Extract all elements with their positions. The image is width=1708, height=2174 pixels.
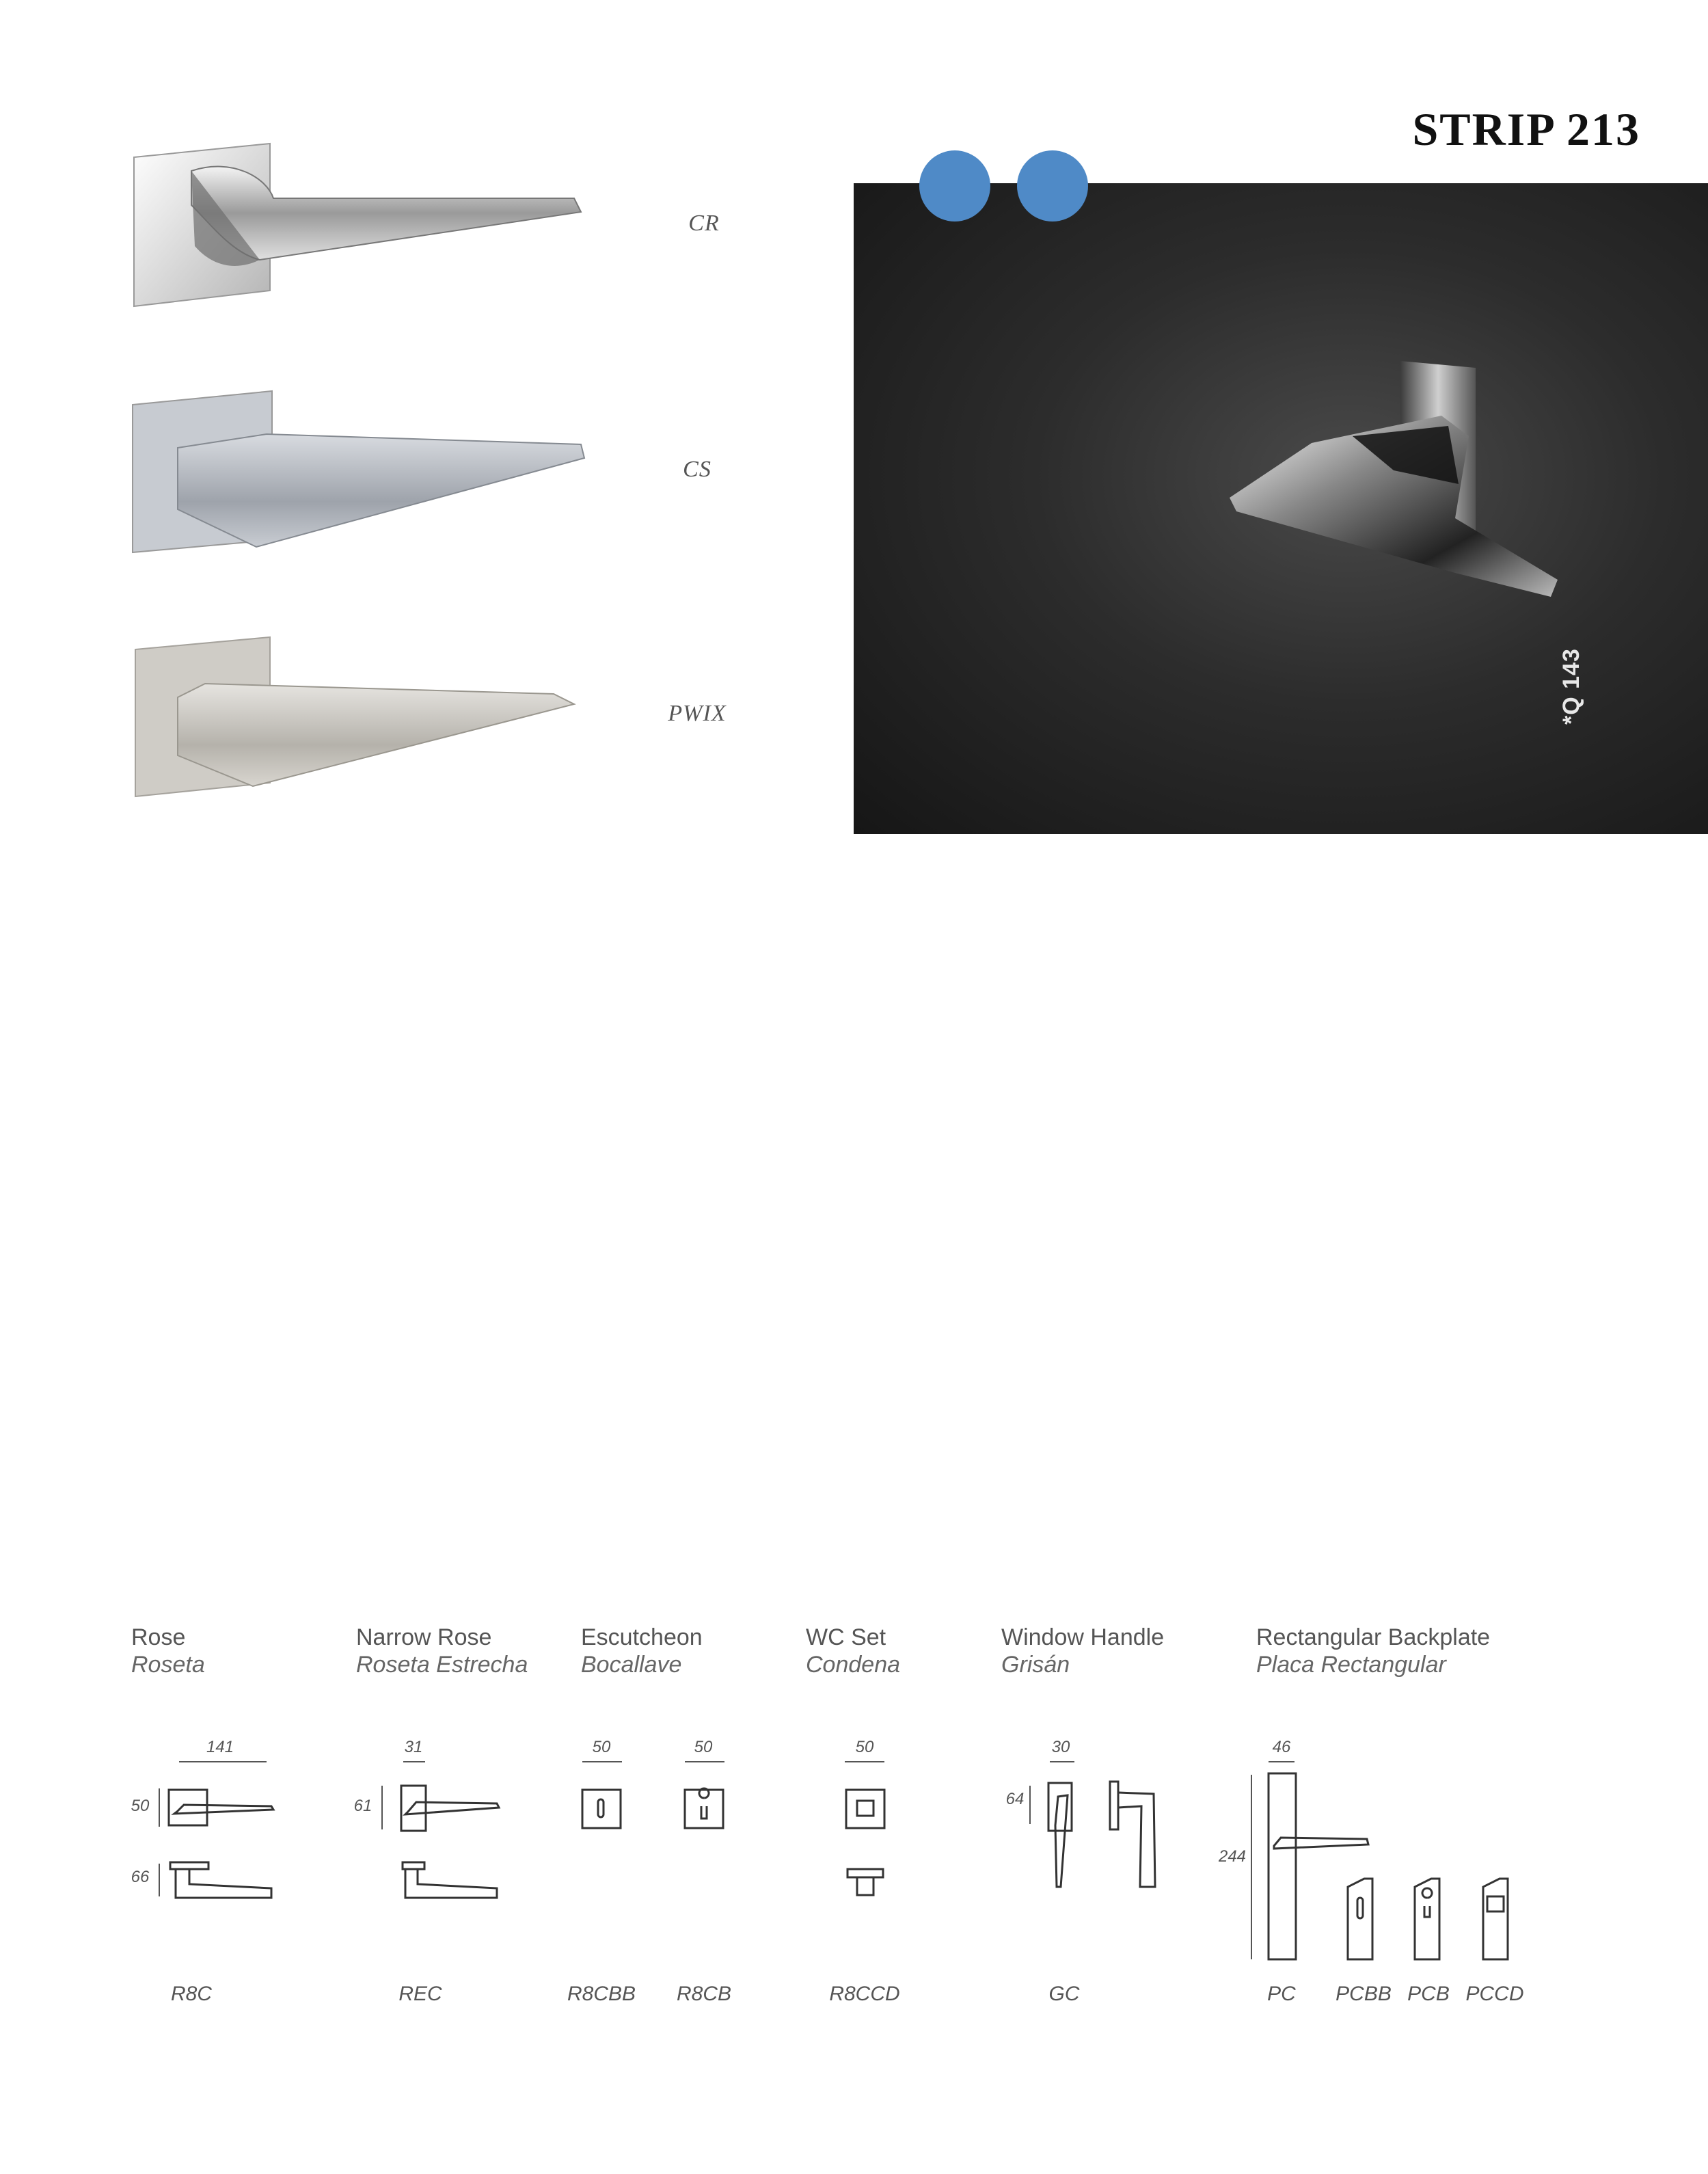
code-r8cbb: R8CBB bbox=[567, 1983, 636, 2005]
color-dot-2 bbox=[1017, 150, 1088, 222]
label-roseta-estrecha: Roseta Estrecha bbox=[356, 1652, 528, 1678]
code-r8c: R8C bbox=[170, 1983, 212, 2005]
window-handle-drawing bbox=[1046, 1777, 1162, 1894]
dim-rose-height-a: 50 bbox=[131, 1797, 150, 1815]
finish-code-cs: CS bbox=[683, 457, 711, 482]
dim-plate-height: 244 bbox=[1218, 1847, 1247, 1866]
dim-escutcheon-b: 50 bbox=[694, 1738, 713, 1756]
dim-narrow-width: 31 bbox=[404, 1738, 423, 1756]
finish-code-pwix: PWIX bbox=[668, 701, 727, 726]
label-placa-rectangular: Placa Rectangular bbox=[1256, 1652, 1446, 1678]
escutcheon-euro-drawing bbox=[683, 1788, 726, 1831]
escutcheon-key-drawing bbox=[581, 1788, 623, 1831]
handle-satin-chrome-image bbox=[130, 383, 588, 561]
label-window-handle: Window Handle bbox=[1001, 1624, 1165, 1650]
dim-rose-height-b: 66 bbox=[131, 1868, 150, 1886]
label-escutcheon: Escutcheon bbox=[581, 1624, 703, 1650]
dim-wc-width: 50 bbox=[855, 1738, 874, 1756]
label-narrow-rose: Narrow Rose bbox=[356, 1624, 492, 1650]
dim-window-height: 64 bbox=[1005, 1790, 1025, 1808]
label-rectangular-backplate: Rectangular Backplate bbox=[1256, 1624, 1491, 1650]
finish-code-cr: CR bbox=[688, 211, 720, 236]
dim-window-width: 30 bbox=[1051, 1738, 1070, 1756]
code-pc: PC bbox=[1267, 1983, 1296, 2005]
dim-plate-width: 46 bbox=[1272, 1738, 1291, 1756]
code-r8ccd: R8CCD bbox=[829, 1983, 900, 2005]
dim-narrow-height: 61 bbox=[353, 1797, 372, 1815]
label-wc-set: WC Set bbox=[806, 1624, 886, 1650]
handle-satin-nickel-image bbox=[130, 629, 588, 807]
page-title: STRIP 213 bbox=[1412, 103, 1640, 155]
label-condena: Condena bbox=[806, 1652, 901, 1678]
code-r8cb: R8CB bbox=[676, 1983, 732, 2005]
code-gc: GC bbox=[1048, 1983, 1080, 2005]
product-photo bbox=[854, 183, 1708, 834]
backplate-drawing bbox=[1264, 1771, 1524, 1962]
code-pcbb: PCBB bbox=[1336, 1983, 1392, 2005]
label-bocallave: Bocallave bbox=[581, 1652, 682, 1678]
label-roseta: Roseta bbox=[131, 1652, 205, 1678]
color-dot-1 bbox=[919, 150, 990, 222]
narrow-rose-drawing bbox=[400, 1784, 502, 1911]
dim-rose-width: 141 bbox=[206, 1738, 234, 1756]
dim-escutcheon-a: 50 bbox=[592, 1738, 611, 1756]
code-pcb: PCB bbox=[1407, 1983, 1450, 2005]
handle-photo-image bbox=[1223, 361, 1599, 621]
label-rose: Rose bbox=[131, 1624, 186, 1650]
handle-chrome-image bbox=[130, 137, 588, 314]
label-grisan: Grisán bbox=[1001, 1652, 1070, 1678]
code-rec: REC bbox=[398, 1983, 442, 2005]
photo-reference-code: *Q 143 bbox=[1558, 648, 1584, 725]
rose-drawing bbox=[167, 1788, 277, 1911]
code-pccd: PCCD bbox=[1465, 1983, 1524, 2005]
wc-set-drawing bbox=[845, 1788, 887, 1901]
